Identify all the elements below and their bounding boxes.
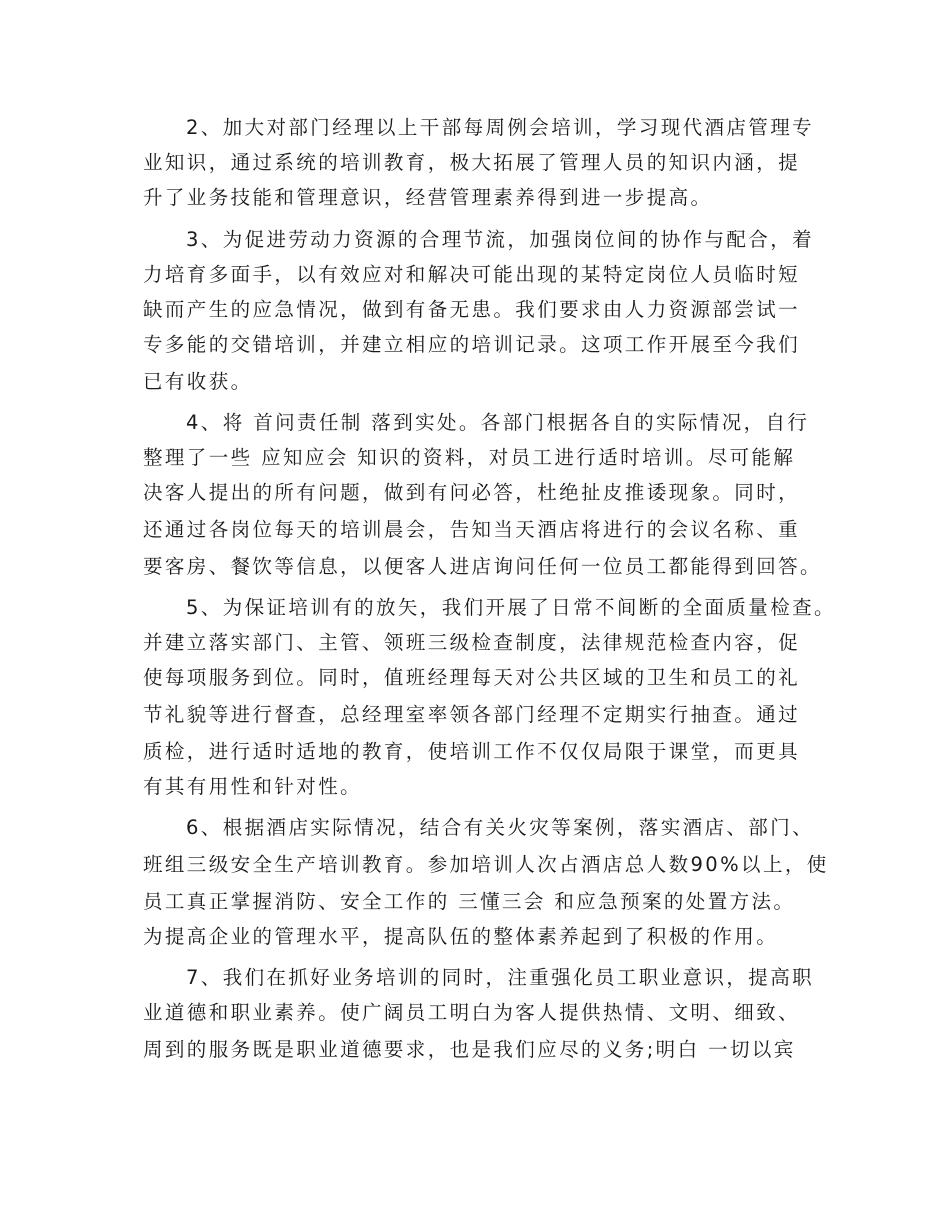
paragraph-6-line-1: 6、根据酒店实际情况，结合有关火灾等案例，落实酒店、部门、 xyxy=(186,816,815,839)
paragraph-5-line-2: 并建立落实部门、主管、领班三级检查制度，法律规范检查内容，促 xyxy=(143,631,801,654)
paragraph-4-line-2: 整理了一些 应知应会 知识的资料，对员工进行适时培训。尽可能解 xyxy=(143,446,796,469)
paragraph-7-line-1: 7、我们在抓好业务培训的同时，注重强化员工职业意识，提高职 xyxy=(186,966,815,989)
paragraph-3-line-3: 缺而产生的应急情况，做到有备无患。我们要求由人力资源部尝试一 xyxy=(143,298,801,321)
paragraph-5-line-1: 5、为保证培训有的放矢，我们开展了日常不间断的全面质量检查。 xyxy=(186,596,836,619)
paragraph-7-line-2: 业道德和职业素养。使广阔员工明白为客人提供热情、文明、细致、 xyxy=(143,1001,801,1024)
paragraph-3-line-1: 3、为促进劳动力资源的合理节流，加强岗位间的协作与配合，着 xyxy=(186,228,815,251)
paragraph-3-line-4: 专多能的交错培训，并建立相应的培训记录。这项工作开展至今我们 xyxy=(143,333,801,356)
paragraph-2-line-2: 业知识，通过系统的培训教育，极大拓展了管理人员的知识内涵，提 xyxy=(143,151,801,174)
paragraph-6-line-4: 为提高企业的管理水平，提高队伍的整体素养起到了积极的作用。 xyxy=(143,925,779,948)
paragraph-3-line-5: 已有收获。 xyxy=(143,370,253,393)
paragraph-2-line-1: 2、加大对部门经理以上干部每周例会培训，学习现代酒店管理专 xyxy=(186,116,815,139)
paragraph-6-line-3: 员工真正掌握消防、安全工作的 三懂三会 和应急预案的处置方法。 xyxy=(143,890,796,913)
paragraph-4-line-4: 还通过各岗位每天的培训晨会，告知当天酒店将进行的会议名称、重 xyxy=(143,518,801,541)
paragraph-6-line-2: 班组三级安全生产培训教育。参加培训人次占酒店总人数90%以上，使 xyxy=(143,853,829,876)
paragraph-3-line-2: 力培育多面手，以有效应对和解决可能出现的某特定岗位人员临时短 xyxy=(143,263,801,286)
paragraph-7-line-3: 周到的服务既是职业道德要求，也是我们应尽的义务;明白 一切以宾 xyxy=(143,1038,796,1061)
paragraph-5-line-4: 节礼貌等进行督查，总经理室率领各部门经理不定期实行抽查。通过 xyxy=(143,703,801,726)
paragraph-5-line-3: 使每项服务到位。同时，值班经理每天对公共区域的卫生和员工的礼 xyxy=(143,666,801,689)
paragraph-2-line-3: 升了业务技能和管理意识，经营管理素养得到进一步提高。 xyxy=(143,186,713,209)
paragraph-5-line-6: 有其有用性和针对性。 xyxy=(143,775,363,798)
paragraph-4-line-5: 要客房、餐饮等信息，以便客人进店询问任何一位员工都能得到回答。 xyxy=(143,555,822,578)
paragraph-4-line-1: 4、将 首问责任制 落到实处。各部门根据各自的实际情况，自行 xyxy=(186,411,810,434)
paragraph-4-line-3: 决客人提出的所有问题，做到有问必答，杜绝扯皮推诿现象。同时， xyxy=(143,481,801,504)
paragraph-5-line-5: 质检，进行适时适地的教育，使培训工作不仅仅局限于课堂，而更具 xyxy=(143,740,801,763)
